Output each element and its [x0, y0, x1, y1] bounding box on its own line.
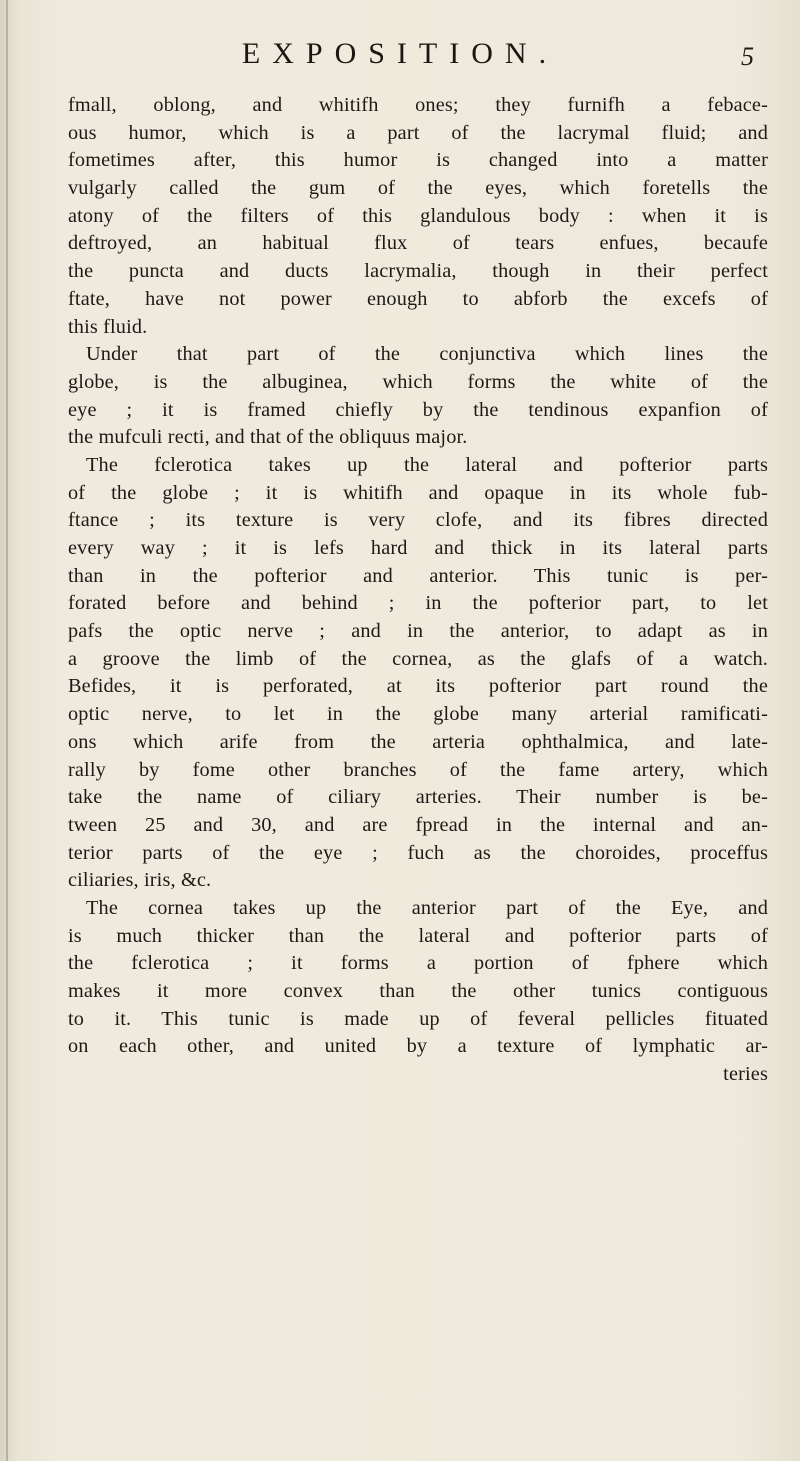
- text-line: vulgarly called the gum of the eyes, which foretells the: [68, 177, 768, 200]
- text-line: The cornea takes up the anterior part of the Eye, and: [86, 896, 768, 919]
- text-line: optic nerve, to let in the globe many arterial ramificati-: [68, 703, 768, 726]
- text-line: is much thicker than the lateral and pofterior parts of: [68, 924, 768, 947]
- text-line: the mufculi recti, and that of the obliquus major.: [68, 426, 468, 449]
- text-line: a groove the limb of the cornea, as the glafs of a watch.: [68, 647, 768, 670]
- gutter-shadow: [6, 0, 8, 1461]
- text-line: atony of the filters of this glandulous body : when it is: [68, 204, 768, 227]
- text-line: forated before and behind ; in the pofterior part, to let: [68, 592, 768, 615]
- text-line: fmall, oblong, and whitifh ones; they furnifh a febace-: [68, 94, 768, 116]
- text-line: terior parts of the eye ; fuch as the choroides, proceffus: [68, 841, 768, 864]
- text-line: than in the pofterior and anterior. This tunic is per-: [68, 564, 768, 587]
- text-line: ftance ; its texture is very clofe, and its fibres directed: [68, 509, 768, 532]
- text-line: pafs the optic nerve ; and in the anterior, to adapt as in: [68, 620, 768, 643]
- text-line: on each other, and united by a texture of lymphatic ar-: [68, 1035, 768, 1058]
- running-head: EXPOSITION.: [241, 37, 559, 70]
- text-line: fometimes after, this humor is changed into a matter: [68, 149, 768, 172]
- text-line: The fclerotica takes up the lateral and pofterior parts: [86, 453, 768, 476]
- text-line: Under that part of the conjunctiva which lines the: [86, 343, 768, 366]
- text-line: tween 25 and 30, and are fpread in the internal and an-: [68, 813, 768, 836]
- text-line: globe, is the albuginea, which forms the white of the: [68, 370, 768, 393]
- text-line: the puncta and ducts lacrymalia, though in their perfect: [68, 260, 768, 283]
- text-line: rally by fome other branches of the fame artery, which: [68, 758, 768, 781]
- text-line: deftroyed, an habitual flux of tears enfues, becaufe: [68, 232, 768, 255]
- text-line: this fluid.: [68, 315, 148, 338]
- text-line: every way ; it is lefs hard and thick in its lateral parts: [68, 537, 768, 559]
- text-line: teries: [723, 1063, 768, 1086]
- text-line: Befides, it is perforated, at its pofterior part round the: [68, 675, 768, 698]
- text-line: makes it more convex than the other tunics contiguous: [68, 980, 768, 1002]
- page-number: 5: [741, 42, 754, 71]
- text-line: the fclerotica ; it forms a portion of fphere which: [68, 952, 768, 975]
- text-line: take the name of ciliary arteries. Their number is be-: [68, 786, 768, 809]
- text-line: ciliaries, iris, &c.: [68, 869, 212, 892]
- text-line: ftate, have not power enough to abforb the excefs of: [68, 287, 768, 310]
- text-line: to it. This tunic is made up of feveral pellicles fituated: [68, 1007, 768, 1030]
- text-line: ons which arife from the arteria ophthalmica, and late-: [68, 730, 768, 753]
- body-text: [68, 92, 768, 1089]
- text-line: eye ; it is framed chiefly by the tendinous expanfion of: [68, 398, 768, 421]
- text-line: of the globe ; it is whitifh and opaque in its whole fub-: [68, 481, 768, 504]
- page-header: [0, 34, 800, 74]
- text-line: ous humor, which is a part of the lacrymal fluid; and: [68, 121, 768, 144]
